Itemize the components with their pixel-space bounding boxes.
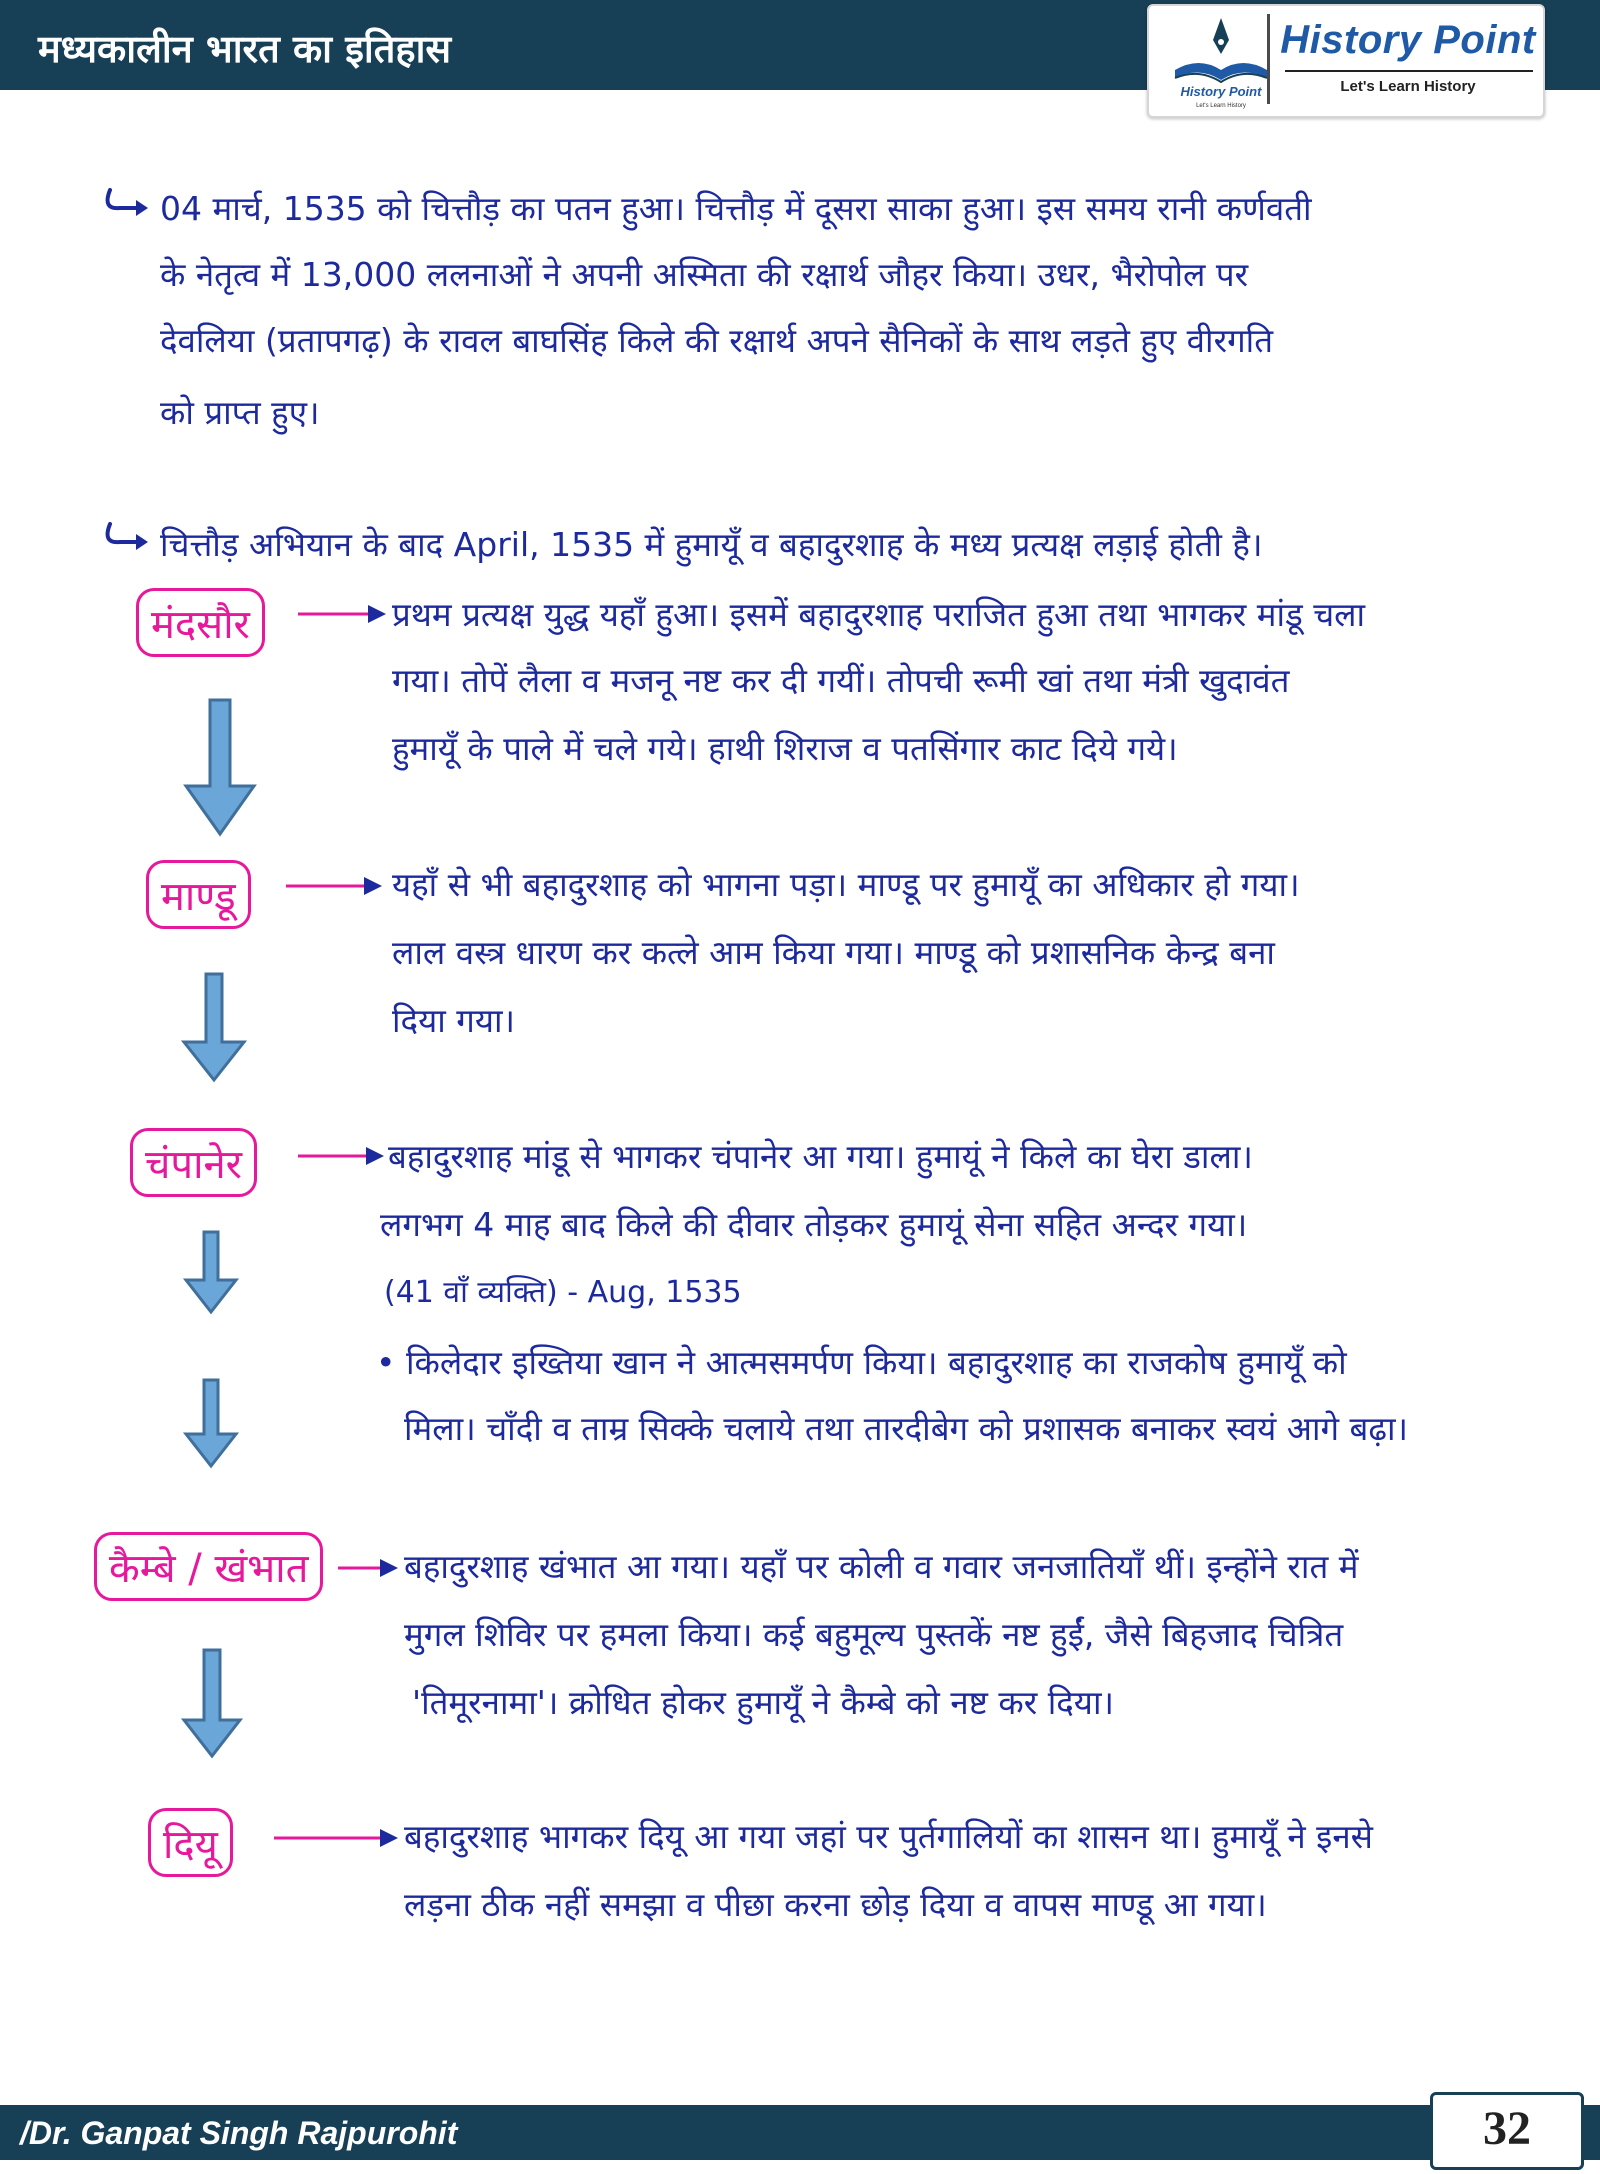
place-text-line: (41 वाँ व्यक्ति) - Aug, 1535 xyxy=(384,1275,742,1310)
place-label-diu: दियू xyxy=(148,1808,233,1877)
logo-rule xyxy=(1285,70,1533,72)
down-arrow-icon xyxy=(180,1648,244,1760)
logo-divider xyxy=(1267,14,1270,104)
right-arrow-icon xyxy=(296,602,388,626)
place-text-line: • किलेदार इख्तिया खान ने आत्मसमर्पण किया। बहादुरशाह का राजकोष हुमायूँ को xyxy=(376,1343,1347,1382)
header-title: मध्यकालीन भारत का इतिहास xyxy=(38,27,452,71)
page-number-box xyxy=(1430,2092,1584,2170)
place-label-mandu: माण्डू xyxy=(146,860,251,929)
right-arrow-icon xyxy=(272,1826,400,1850)
para1-line: के नेतृत्व में 13,000 ललनाओं ने अपनी अस्मिता की रक्षार्थ जौहर किया। उधर, भैरोपोल पर xyxy=(160,255,1249,294)
para1-line: देवलिया (प्रतापगढ़) के रावल बाघसिंह किले की रक्षार्थ अपने सैनिकों के साथ लड़ते हुए वीरगति xyxy=(160,321,1274,360)
place-text-line: मिला। चाँदी व ताम्र सिक्के चलाये तथा तारदीबेग को प्रशासक बनाकर स्वयं आगे बढ़ा। xyxy=(404,1409,1409,1448)
logo-emblem-text: History Point xyxy=(1180,84,1262,99)
place-label-cambay: कैम्बे / खंभात xyxy=(94,1532,323,1601)
para1-line: 04 मार्च, 1535 को चित्तौड़ का पतन हुआ। चित्तौड़ में दूसरा साका हुआ। इस समय रानी कर्णवती xyxy=(160,189,1312,228)
place-label-mandsaur: मंदसौर xyxy=(136,588,265,657)
place-text-line: बहादुरशाह खंभात आ गया। यहाँ पर कोली व गवार जनजातियाँ थीं। इन्होंने रात में xyxy=(404,1547,1359,1586)
place-text-line: दिया गया। xyxy=(392,1001,516,1040)
place-text-line: 'तिमूरनामा'। क्रोधित होकर हुमायूँ ने कैम्बे को नष्ट कर दिया। xyxy=(412,1683,1114,1722)
para1-line: को प्राप्त हुए। xyxy=(160,393,320,432)
author-name: /Dr. Ganpat Singh Rajpurohit xyxy=(20,2115,458,2151)
down-arrow-icon xyxy=(182,1378,240,1470)
logo-emblem-subtext: Let's Learn History xyxy=(1196,103,1246,109)
place-text-line: बहादुरशाह भागकर दियू आ गया जहां पर पुर्तगालियों का शासन था। हुमायूँ ने इनसे xyxy=(404,1817,1373,1856)
place-text-line: हुमायूँ के पाले में चले गये। हाथी शिराज व पतसिंगार काट दिये गये। xyxy=(392,729,1178,768)
place-text-line: बहादुरशाह मांडू से भागकर चंपानेर आ गया। हुमायूं ने किले का घेरा डाला। xyxy=(388,1137,1253,1176)
down-arrow-icon xyxy=(178,972,250,1084)
hook-arrow-icon xyxy=(100,186,152,220)
pen-book-icon xyxy=(1161,12,1281,110)
right-arrow-icon xyxy=(296,1144,386,1168)
right-arrow-icon xyxy=(336,1556,400,1580)
hook-arrow-icon xyxy=(100,520,152,554)
place-text-line: प्रथम प्रत्यक्ष युद्ध यहाँ हुआ। इसमें बहादुरशाह पराजित हुआ तथा भागकर मांडू चला xyxy=(392,595,1366,634)
logo-name: History Point xyxy=(1280,18,1536,62)
place-text-line: मुगल शिविर पर हमला किया। कई बहुमूल्य पुस्तकें नष्ट हुईं, जैसे बिहजाद चित्रित xyxy=(404,1615,1344,1654)
logo xyxy=(1147,4,1545,118)
place-text-line: लाल वस्त्र धारण कर कत्ले आम किया गया। माण्डू को प्रशासनिक केन्द्र बना xyxy=(392,933,1275,972)
right-arrow-icon xyxy=(284,874,384,898)
place-text-line: गया। तोपें लैला व मजनू नष्ट कर दी गयीं। तोपची रूमी खां तथा मंत्री खुदावंत xyxy=(392,661,1290,700)
down-arrow-icon xyxy=(182,1230,240,1316)
place-text-line: लगभग 4 माह बाद किले की दीवार तोड़कर हुमायूं सेना सहित अन्दर गया। xyxy=(380,1205,1248,1244)
place-text-line: लड़ना ठीक नहीं समझा व पीछा करना छोड़ दिया व वापस माण्डू आ गया। xyxy=(404,1885,1267,1924)
place-text-line: यहाँ से भी बहादुरशाह को भागना पड़ा। माण्डू पर हुमायूँ का अधिकार हो गया। xyxy=(392,865,1300,904)
logo-tagline: Let's Learn History xyxy=(1340,78,1476,95)
down-arrow-icon xyxy=(180,698,260,838)
place-label-champaner: चंपानेर xyxy=(130,1128,257,1197)
page-number: 32 xyxy=(1483,2102,1531,2155)
para2-line: चित्तौड़ अभियान के बाद April, 1535 में हुमायूँ व बहादुरशाह के मध्य प्रत्यक्ष लड़ाई होती है। xyxy=(160,525,1263,564)
